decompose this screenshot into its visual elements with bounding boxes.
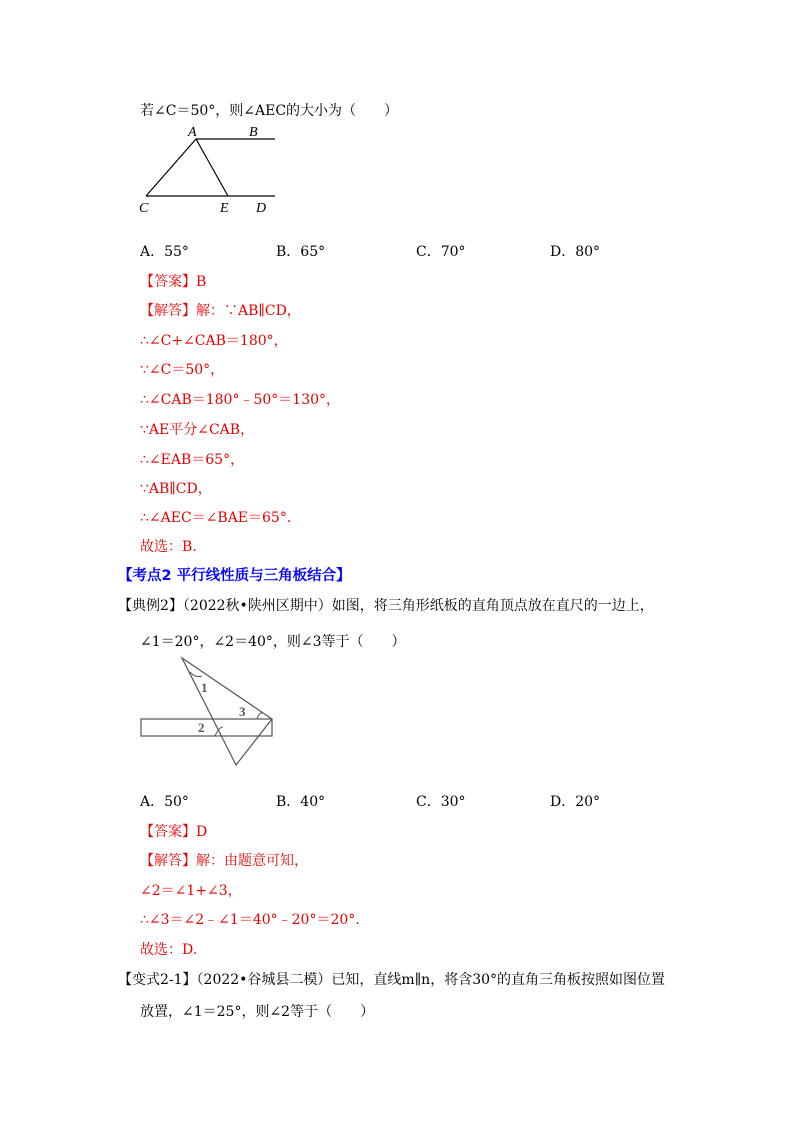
segment-ac [146, 139, 196, 196]
q1-option-c: C．70° [416, 244, 466, 260]
section-heading: 【考点2 平行线性质与三角板结合】 [118, 568, 351, 584]
q1-solution-line: ∴∠CAB＝180°﹣50°＝130°， [140, 392, 341, 408]
q1-solution-line: ∴∠AEC＝∠BAE＝65°. [140, 510, 292, 526]
q2-stem-line2: ∠1＝20°，∠2＝40°，则∠3等于（ ） [140, 634, 406, 650]
angle-2-label: 2 [198, 720, 205, 735]
q1-solution-line: ∵AE平分∠CAB， [140, 422, 255, 438]
label-d: D [256, 201, 267, 216]
q1-figure [130, 122, 290, 222]
q2-option-d: D．20° [550, 794, 601, 810]
label-e: E [220, 201, 229, 216]
q2-answer: 【答案】D [140, 824, 208, 840]
label-c: C [139, 201, 149, 216]
q3-stem-line1: 【变式2-1】（2022•谷城县二模）已知，直线m∥n，将含30°的直角三角板按照如图位置 [118, 972, 666, 988]
q2-solution-line: 故选：D. [140, 942, 198, 958]
q1-stem: 若∠C＝50°，则∠AEC的大小为（ ） [140, 103, 399, 119]
q3-stem-line2: 放置，∠1＝25°，则∠2等于（ ） [140, 1004, 375, 1020]
q2-option-c: C．30° [416, 794, 466, 810]
q1-option-d: D．80° [550, 244, 601, 260]
q1-solution-line: ∴∠C+∠CAB＝180°， [140, 333, 288, 349]
q1-option-b: B．65° [276, 244, 326, 260]
q1-option-a: A．55° [140, 244, 189, 260]
q2-stem-line1: 【典例2】（2022秋•陕州区期中）如图，将三角形纸板的直角顶点放在直尺的一边上， [118, 598, 654, 614]
q2-solution-line: 【解答】解：由题意可知， [140, 853, 308, 869]
segment-ae [196, 139, 228, 196]
triangle-board [182, 658, 272, 765]
q1-answer: 【答案】B [140, 274, 207, 290]
angle-3-arc [257, 713, 263, 719]
angle-1-label: 1 [201, 680, 208, 695]
q1-solution-line: 故选：B. [140, 539, 197, 555]
q1-solution-line: ∵AB∥CD， [140, 481, 212, 497]
q1-solution-line: ∴∠EAB＝65°， [140, 452, 245, 468]
q1-solution-line: ∵∠C＝50°， [140, 362, 225, 378]
q2-solution-line: ∴∠3＝∠2﹣∠1＝40°﹣20°＝20°. [140, 912, 360, 928]
angle-1-arc [190, 672, 202, 677]
q2-figure [135, 656, 285, 771]
q2-option-b: B．40° [276, 794, 326, 810]
ruler [141, 719, 272, 736]
angle-3-label: 3 [239, 704, 246, 719]
q1-solution-line: 【解答】解：∵AB∥CD， [140, 303, 301, 319]
label-a: A [188, 125, 197, 140]
q2-option-a: A．50° [140, 794, 189, 810]
q2-solution-line: ∠2＝∠1+∠3， [140, 883, 242, 899]
label-b: B [249, 125, 258, 140]
